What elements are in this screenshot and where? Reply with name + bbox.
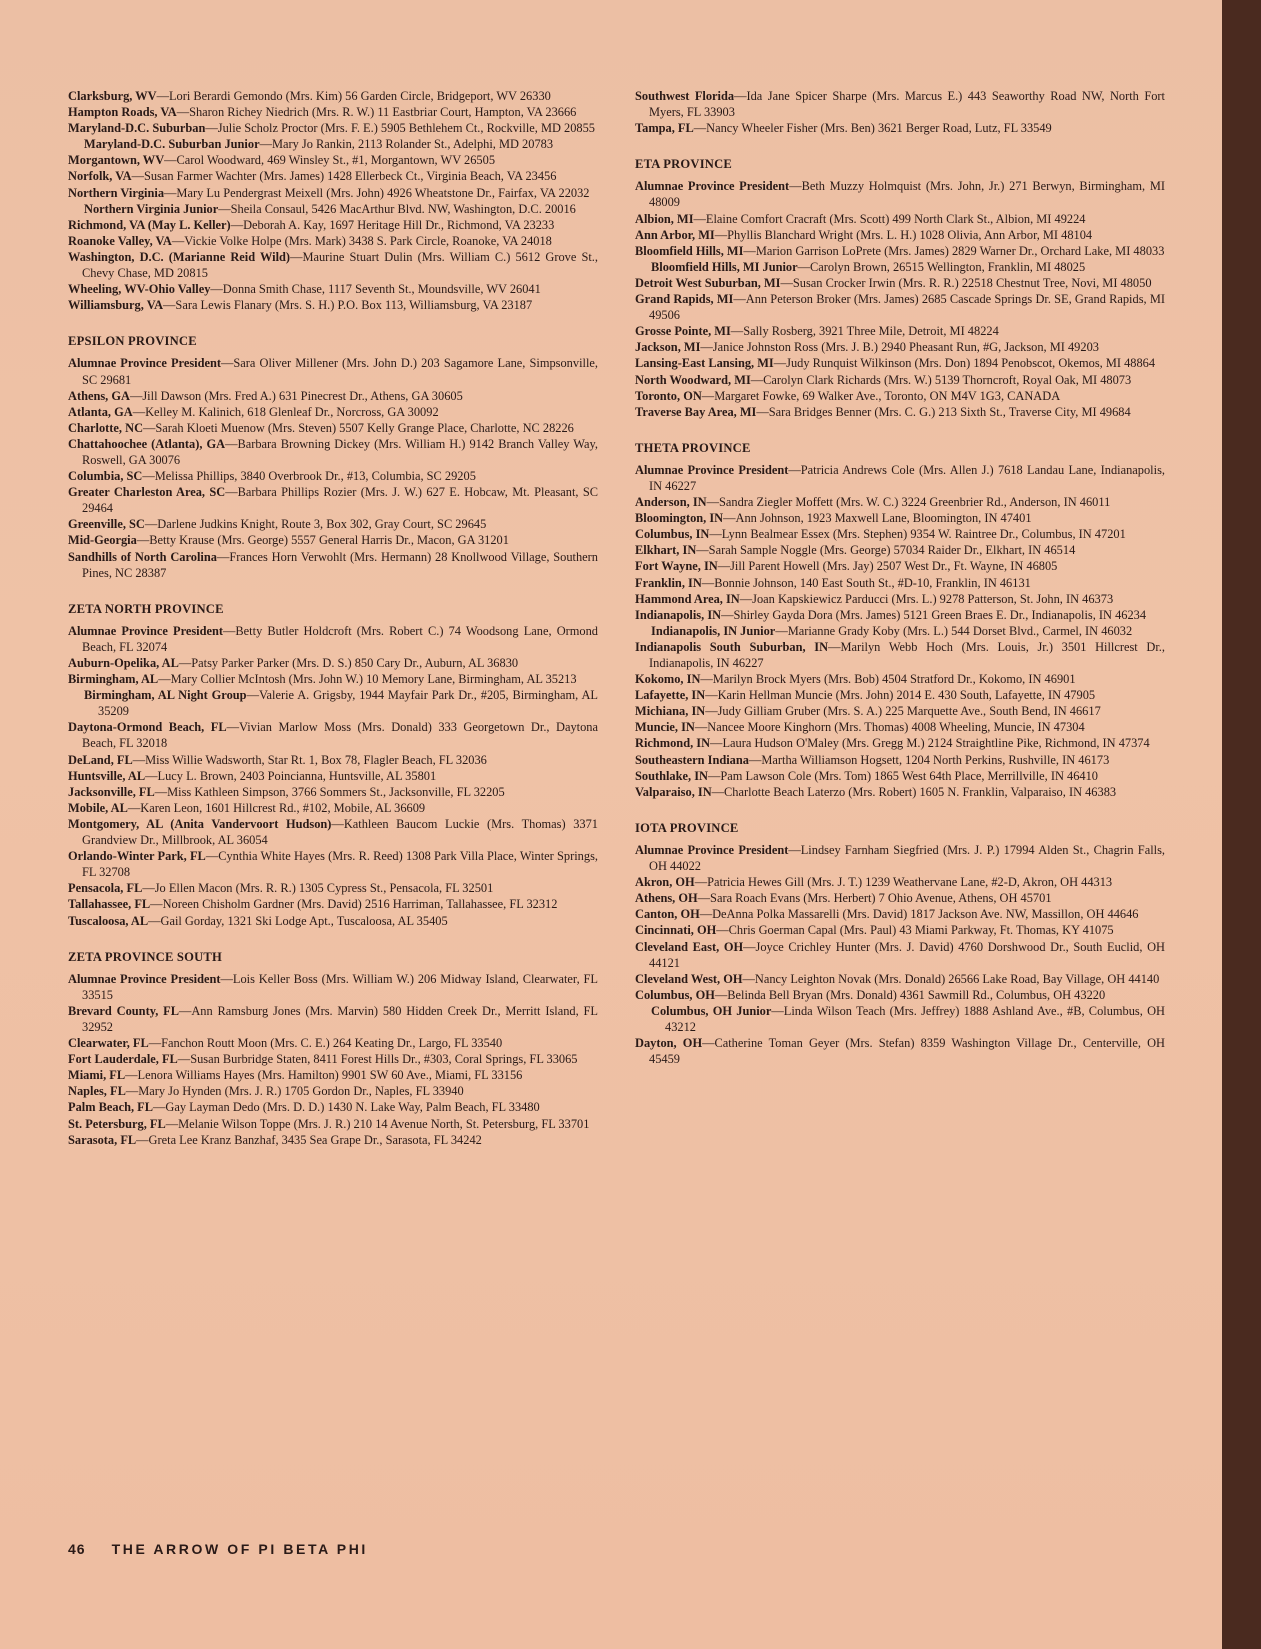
chapter-entry (68, 719, 598, 751)
chapter-name: Naples, FL (68, 1084, 126, 1099)
chapter-entry (635, 752, 1165, 768)
chapter-name: Norfolk, VA (68, 169, 132, 184)
chapter-name: Roanoke Valley, VA (68, 233, 172, 248)
contact-details: —Betty Butler Holdcroft (Mrs. Robert C.) 74 Woodsong Lane, Ormond Beach, FL 32074 (82, 623, 598, 654)
contact-details: —Lori Berardi Gemondo (Mrs. Kim) 56 Garden Circle, Bridgeport, WV 26330 (156, 89, 551, 103)
contact-details: —Sara Lewis Flanary (Mrs. S. H.) P.O. Box 113, Williamsburg, VA 23187 (163, 298, 533, 313)
contact-details: —Lindsey Farnham Siegfried (Mrs. J. P.) 17994 Alden St., Chagrin Falls, OH 44022 (649, 842, 1165, 874)
contact-details: —Laura Hudson O'Maley (Mrs. Gregg M.) 2124 Straightline Pike, Richmond, IN 47374 (710, 736, 1150, 751)
contact-details: —Phyllis Blanchard Wright (Mrs. L. H.) 1028 Olivia, Ann Arbor, MI 48104 (714, 227, 1093, 242)
contact-details: —Ida Jane Spicer Sharpe (Mrs. Marcus E.) 443 Seaworthy Road NW, North Fort Myers, FL 33903 (649, 89, 1165, 120)
chapter-entry (68, 1083, 598, 1099)
chapter-entry (68, 88, 598, 104)
contact-details: —Mary Collier McIntosh (Mrs. John W.) 10 Memory Lane, Birmingham, AL 35213 (158, 672, 577, 687)
contact-details: —Lois Keller Boss (Mrs. William W.) 206 Midway Island, Clearwater, FL 33515 (82, 971, 598, 1002)
chapter-name: Alumnae Province President (68, 623, 224, 638)
contact-details: —Sally Rosberg, 3921 Three Mile, Detroit, MI 48224 (730, 324, 999, 339)
contact-details: —Valerie A. Grigsby, 1944 Mayfair Park Dr., #205, Birmingham, AL 35209 (98, 688, 598, 719)
chapter-entry (68, 355, 598, 387)
chapter-name: Palm Beach, FL (68, 1100, 154, 1115)
contact-details: —Sarah Sample Noggle (Mrs. George) 57034 Raider Dr., Elkhart, IN 46514 (696, 543, 1076, 558)
contact-details: —Joyce Crichley Hunter (Mrs. J. David) 4760 Dorshwood Dr., South Euclid, OH 44121 (649, 939, 1165, 970)
contact-details: —Barbara Browning Dickey (Mrs. William H.) 9142 Branch Valley Way, Roswell, GA 30076 (82, 436, 598, 467)
chapter-name: Bloomfield Hills, MI Junior (651, 259, 798, 274)
chapter-name: Huntsville, AL (68, 768, 146, 783)
province-heading: EPSILON PROVINCE (68, 334, 197, 349)
chapter-entry (635, 558, 1165, 574)
contact-details: —Carolyn Clark Richards (Mrs. W.) 5139 Thorncroft, Royal Oak, MI 48073 (750, 372, 1132, 387)
chapter-name: Alumnae Province President (635, 842, 789, 857)
province-heading: ZETA NORTH PROVINCE (68, 601, 224, 616)
contact-details: —Vickie Volke Holpe (Mrs. Mark) 3438 S. Park Circle, Roanoke, VA 24018 (171, 233, 552, 248)
chapter-name: Columbus, OH Junior (651, 1003, 772, 1018)
contact-details: —Deborah A. Kay, 1697 Heritage Hill Dr., Richmond, VA 23233 (230, 217, 555, 232)
chapter-name: Cincinnati, OH (635, 923, 717, 938)
chapter-name: Pensacola, FL (68, 881, 143, 896)
chapter-entry (68, 1067, 598, 1083)
chapter-name: Franklin, IN (635, 575, 702, 590)
contact-details: —Janice Johnston Ross (Mrs. J. B.) 2940 Pheasant Run, #G, Jackson, MI 49203 (700, 340, 1099, 355)
chapter-name: Morgantown, WV (68, 153, 165, 168)
chapter-name: Miami, FL (68, 1068, 126, 1083)
chapter-entry (68, 388, 598, 404)
chapter-name: DeLand, FL (68, 752, 133, 767)
contact-details: —Pam Lawson Cole (Mrs. Tom) 1865 West 64th Place, Merrillville, IN 46410 (708, 768, 1099, 783)
chapter-name: Alumnae Province President (635, 179, 790, 194)
chapter-entry (68, 800, 598, 816)
chapter-entry (635, 526, 1165, 542)
chapter-name: Bloomington, IN (635, 511, 724, 526)
chapter-name: Clearwater, FL (68, 1036, 149, 1051)
contact-details: —Linda Wilson Teach (Mrs. Jeffrey) 1888 Ashland Ave., #B, Columbus, OH 43212 (665, 1003, 1165, 1034)
chapter-name: Athens, OH (635, 891, 698, 906)
chapter-name: Alumnae Province President (635, 462, 789, 477)
contact-details: —Lucy L. Brown, 2403 Poincianna, Huntsville, AL 35801 (145, 768, 437, 783)
contact-details: —Martha Williamson Hogsett, 1204 North Perkins, Rushville, IN 46173 (748, 752, 1110, 767)
chapter-entry (635, 719, 1165, 735)
contact-details: —Patricia Andrews Cole (Mrs. Allen J.) 7618 Landau Lane, Indianapolis, IN 46227 (649, 462, 1165, 493)
contact-details: —Patricia Hewes Gill (Mrs. J. T.) 1239 Weathervane Lane, #2-D, Akron, OH 44313 (694, 875, 1113, 890)
contact-details: —Sheila Consaul, 5426 MacArthur Blvd. NW, Washington, D.C. 20016 (218, 201, 576, 216)
sub-chapter-entry (635, 1003, 1165, 1035)
chapter-name: Michiana, IN (635, 704, 706, 719)
contact-details: —Miss Willie Wadsworth, Star Rt. 1, Box 78, Flagler Beach, FL 32036 (132, 752, 487, 767)
chapter-name: Kokomo, IN (635, 672, 701, 687)
contact-details: —Darlene Judkins Knight, Route 3, Box 302, Gray Court, SC 29645 (144, 517, 487, 532)
chapter-name: Charlotte, NC (68, 420, 144, 435)
chapter-name: Akron, OH (635, 875, 695, 890)
chapter-entry (68, 1099, 598, 1115)
chapter-entry (68, 549, 598, 581)
contact-details: —Marilyn Webb Hoch (Mrs. Louis, Jr.) 3501 Hillcrest Dr., Indianapolis, IN 46227 (649, 639, 1166, 670)
chapter-name: Southeastern Indiana (635, 752, 749, 767)
chapter-name: Birmingham, AL Night Group (84, 688, 247, 703)
chapter-name: Jackson, MI (635, 340, 701, 355)
chapter-name: North Woodward, MI (635, 372, 751, 387)
chapter-entry (68, 848, 598, 880)
chapter-entry (68, 120, 598, 136)
contact-details: —Chris Goerman Capal (Mrs. Paul) 43 Miami Parkway, Ft. Thomas, KY 41075 (716, 923, 1114, 938)
chapter-name: Cleveland West, OH (635, 971, 743, 986)
contact-details: —Barbara Phillips Rozier (Mrs. J. W.) 627 E. Hobcaw, Mt. Pleasant, SC 29464 (82, 485, 598, 516)
chapter-name: Richmond, VA (May L. Keller) (68, 217, 231, 232)
chapter-entry (68, 1035, 598, 1051)
contact-details: —Gail Gorday, 1321 Ski Lodge Apt., Tuscaloosa, AL 35405 (148, 913, 448, 928)
contact-details: —Maurine Stuart Dulin (Mrs. William C.) 5612 Grove St., Chevy Chase, MD 20815 (82, 249, 598, 281)
chapter-entry (635, 987, 1165, 1003)
chapter-entry (635, 510, 1165, 526)
sub-chapter-entry (68, 201, 598, 217)
chapter-entry (635, 291, 1165, 323)
contact-details: —Ann Peterson Broker (Mrs. James) 2685 Cascade Springs Dr. SE, Grand Rapids, MI 49506 (649, 292, 1165, 323)
contact-details: —Mary Lu Pendergrast Meixell (Mrs. John) 4926 Wheatstone Dr., Fairfax, VA 22032 (164, 185, 590, 200)
chapter-entry (635, 178, 1165, 210)
chapter-name: Birmingham, AL (68, 672, 159, 687)
chapter-name: Southlake, IN (635, 768, 708, 783)
chapter-entry (635, 494, 1165, 510)
contact-details: —Melissa Phillips, 3840 Overbrook Dr., #13, Columbia, SC 29205 (142, 469, 476, 484)
chapter-name: Sarasota, FL (68, 1132, 137, 1147)
contact-details: —Elaine Comfort Cracraft (Mrs. Scott) 499 North Clark St., Albion, MI 49224 (693, 211, 1086, 226)
chapter-name: Chattahoochee (Atlanta), GA (68, 436, 226, 451)
chapter-entry (635, 542, 1165, 558)
chapter-name: Detroit West Suburban, MI (635, 275, 781, 290)
chapter-entry (68, 168, 598, 184)
chapter-entry (635, 275, 1165, 291)
chapter-entry (635, 211, 1165, 227)
contact-details: —Carolyn Brown, 26515 Wellington, Franklin, MI 48025 (797, 259, 1086, 274)
contact-details: —Fanchon Routt Moon (Mrs. C. E.) 264 Keating Dr., Largo, FL 33540 (148, 1036, 503, 1051)
contact-details: —Marion Garrison LoPrete (Mrs. James) 2829 Warner Dr., Orchard Lake, MI 48033 (743, 243, 1165, 258)
chapter-name: Wheeling, WV-Ohio Valley (68, 282, 211, 297)
contact-details: —Noreen Chisholm Gardner (Mrs. David) 2516 Harriman, Tallahassee, FL 32312 (150, 897, 558, 912)
chapter-entry (68, 623, 598, 655)
contact-details: —Susan Crocker Irwin (Mrs. R. R.) 22518 Chestnut Tree, Novi, MI 48050 (780, 275, 1152, 290)
chapter-entry (68, 249, 598, 281)
contact-details: —Kathleen Baucom Luckie (Mrs. Thomas) 3371 Grandview Dr., Millbrook, AL 36054 (82, 816, 598, 848)
province-heading: ZETA PROVINCE SOUTH (68, 949, 223, 964)
contact-details: —Greta Lee Kranz Banzhaf, 3435 Sea Grape Dr., Sarasota, FL 34242 (136, 1132, 482, 1147)
chapter-name: Tampa, FL (635, 121, 694, 136)
chapter-entry (68, 104, 598, 120)
contact-details: —Joan Kapskiewicz Parducci (Mrs. L.) 9278 Patterson, St. John, IN 46373 (739, 591, 1114, 606)
chapter-entry (68, 1132, 598, 1148)
chapter-entry (635, 323, 1165, 339)
chapter-name: Montgomery, AL (Anita Vandervoort Hudson) (68, 816, 332, 831)
sub-chapter-entry (635, 623, 1165, 639)
chapter-entry (635, 372, 1165, 388)
contact-details: —Kelley M. Kalinich, 618 Glenleaf Dr., Norcross, GA 30092 (132, 404, 439, 419)
chapter-entry (635, 591, 1165, 607)
chapter-name: Washington, D.C. (Marianne Reid Wild) (68, 249, 291, 264)
chapter-entry (635, 388, 1165, 404)
contact-details: —Cynthia White Hayes (Mrs. R. Reed) 1308 Park Villa Place, Winter Springs, FL 32708 (82, 849, 598, 880)
contact-details: —Charlotte Beach Laterzo (Mrs. Robert) 1605 N. Franklin, Valparaiso, IN 46383 (711, 784, 1117, 799)
chapter-entry (635, 890, 1165, 906)
chapter-name: Northern Virginia (68, 185, 165, 200)
chapter-name: Mobile, AL (68, 800, 128, 815)
chapter-entry (68, 816, 598, 848)
chapter-name: Tuscaloosa, AL (68, 913, 149, 928)
contact-details: —Belinda Bell Bryan (Mrs. Donald) 4361 Sawmill Rd., Columbus, OH 43220 (714, 987, 1106, 1002)
province-heading: IOTA PROVINCE (635, 820, 739, 835)
chapter-name: Anderson, IN (635, 495, 707, 510)
chapter-entry (68, 896, 598, 912)
contact-details: —Judy Gilliam Gruber (Mrs. S. A.) 225 Marquette Ave., South Bend, IN 46617 (705, 704, 1101, 719)
chapter-name: Daytona-Ormond Beach, FL (68, 720, 227, 735)
contact-details: —Shirley Gayda Dora (Mrs. James) 5121 Green Braes E. Dr., Indianapolis, IN 46234 (721, 607, 1147, 622)
contact-details: —Ann Johnson, 1923 Maxwell Lane, Bloomington, IN 47401 (723, 511, 1032, 526)
contact-details: —DeAnna Polka Massarelli (Mrs. David) 1817 Jackson Ave. NW, Massillon, OH 44646 (699, 907, 1139, 922)
chapter-name: Fort Wayne, IN (635, 559, 718, 574)
chapter-entry (68, 297, 598, 313)
page-number: 46 (68, 1541, 86, 1557)
chapter-entry (68, 420, 598, 436)
chapter-name: Hampton Roads, VA (68, 105, 177, 120)
contact-details: —Mary Jo Hynden (Mrs. J. R.) 1705 Gordon Dr., Naples, FL 33940 (125, 1084, 464, 1099)
chapter-name: Maryland-D.C. Suburban Junior (84, 137, 260, 152)
chapter-name: Maryland-D.C. Suburban (68, 121, 206, 136)
chapter-name: Lansing-East Lansing, MI (635, 356, 774, 371)
chapter-entry (635, 906, 1165, 922)
chapter-name: Ann Arbor, MI (635, 227, 715, 242)
contact-details: —Sandra Ziegler Moffett (Mrs. W. C.) 3224 Greenbrier Rd., Anderson, IN 46011 (706, 495, 1111, 510)
chapter-entry (635, 607, 1165, 623)
chapter-entry (68, 185, 598, 201)
contact-details: —Catherine Toman Geyer (Mrs. Stefan) 8359 Washington Village Dr., Centerville, OH 45459 (649, 1036, 1165, 1067)
contact-details: —Susan Burbridge Staten, 8411 Forest Hills Dr., #303, Coral Springs, FL 33065 (177, 1052, 578, 1067)
chapter-name: Columbus, IN (635, 527, 710, 542)
chapter-entry (68, 281, 598, 297)
contact-details: —Gay Layman Dedo (Mrs. D. D.) 1430 N. Lake Way, Palm Beach, FL 33480 (153, 1100, 540, 1115)
contact-details: —Jo Ellen Macon (Mrs. R. R.) 1305 Cypress St., Pensacola, FL 32501 (142, 881, 494, 896)
contact-details: —Ann Ramsburg Jones (Mrs. Marvin) 580 Hidden Creek Dr., Merritt Island, FL 32952 (82, 1003, 598, 1034)
chapter-entry (68, 768, 598, 784)
contact-details: —Frances Horn Verwohlt (Mrs. Hermann) 28 Knollwood Village, Southern Pines, NC 28387 (82, 549, 598, 580)
chapter-entry (68, 484, 598, 516)
chapter-name: Athens, GA (68, 388, 130, 403)
chapter-entry (635, 355, 1165, 371)
chapter-entry (68, 1003, 598, 1035)
chapter-entry (635, 120, 1165, 136)
scan-edge (1222, 0, 1261, 1649)
chapter-name: Greenville, SC (68, 517, 145, 532)
chapter-entry (68, 404, 598, 420)
chapter-entry (68, 1051, 598, 1067)
chapter-entry (68, 784, 598, 800)
chapter-name: Columbus, OH (635, 987, 715, 1002)
sub-chapter-entry (68, 136, 598, 152)
chapter-name: Tallahassee, FL (68, 897, 151, 912)
chapter-name: Dayton, OH (635, 1036, 703, 1051)
chapter-entry (635, 784, 1165, 800)
left-column (68, 88, 598, 1148)
chapter-entry (635, 735, 1165, 751)
chapter-entry (635, 339, 1165, 355)
contact-details: —Margaret Fowke, 69 Walker Ave., Toronto, ON M4V 1G3, CANADA (701, 388, 1061, 403)
contact-details: —Lenora Williams Hayes (Mrs. Hamilton) 9901 SW 60 Ave., Miami, FL 33156 (125, 1068, 523, 1083)
chapter-entry (68, 671, 598, 687)
contact-details: —Bonnie Johnson, 140 East South St., #D-10, Franklin, IN 46131 (701, 575, 1031, 590)
chapter-name: Indianapolis, IN (635, 607, 722, 622)
chapter-entry (635, 687, 1165, 703)
chapter-entry (635, 939, 1165, 971)
contact-details: —Julie Scholz Proctor (Mrs. F. E.) 5905 Bethlehem Ct., Rockville, MD 20855 (205, 121, 595, 136)
chapter-name: Muncie, IN (635, 720, 695, 735)
chapter-entry (68, 152, 598, 168)
contact-details: —Karin Hellman Muncie (Mrs. John) 2014 E. 430 South, Lafayette, IN 47905 (705, 688, 1096, 703)
chapter-name: Indianapolis, IN Junior (651, 623, 776, 638)
contact-details: —Vivian Marlow Moss (Mrs. Donald) 333 Georgetown Dr., Daytona Beach, FL 32018 (82, 720, 598, 751)
chapter-entry (68, 1116, 598, 1132)
chapter-name: Mid-Georgia (68, 533, 137, 548)
chapter-name: Albion, MI (635, 211, 694, 226)
chapter-name: Brevard County, FL (68, 1003, 179, 1018)
chapter-name: Grosse Pointe, MI (635, 324, 731, 339)
contact-details: —Donna Smith Chase, 1117 Seventh St., Moundsville, WV 26041 (210, 282, 541, 297)
chapter-entry (635, 88, 1165, 120)
chapter-name: Lafayette, IN (635, 688, 706, 703)
chapter-name: Southwest Florida (635, 89, 735, 103)
chapter-entry (68, 233, 598, 249)
chapter-name: St. Petersburg, FL (68, 1116, 166, 1131)
chapter-entry (635, 1035, 1165, 1067)
chapter-entry (68, 880, 598, 896)
sub-chapter-entry (68, 687, 598, 719)
chapter-name: Bloomfield Hills, MI (635, 243, 744, 258)
chapter-entry (635, 971, 1165, 987)
chapter-entry (635, 575, 1165, 591)
chapter-entry (68, 532, 598, 548)
contact-details: —Carol Woodward, 469 Winsley St., #1, Morgantown, WV 26505 (164, 153, 496, 168)
chapter-name: Clarksburg, WV (68, 89, 157, 103)
chapter-name: Valparaiso, IN (635, 784, 712, 799)
chapter-entry (635, 404, 1165, 420)
chapter-name: Cleveland East, OH (635, 939, 744, 954)
contact-details: —Betty Krause (Mrs. George) 5557 General Harris Dr., Macon, GA 31201 (136, 533, 509, 548)
province-heading: ETA PROVINCE (635, 157, 732, 172)
chapter-entry (635, 227, 1165, 243)
contact-details: —Nancee Moore Kinghorn (Mrs. Thomas) 4008 Wheeling, Muncie, IN 47304 (694, 720, 1085, 735)
contact-details: —Marianne Grady Koby (Mrs. L.) 544 Dorset Blvd., Carmel, IN 46032 (775, 623, 1133, 638)
chapter-entry (635, 671, 1165, 687)
chapter-entry (68, 913, 598, 929)
chapter-entry (635, 768, 1165, 784)
chapter-name: Sandhills of North Carolina (68, 549, 217, 564)
chapter-name: Northern Virginia Junior (84, 201, 219, 216)
chapter-name: Williamsburg, VA (68, 298, 164, 313)
page-footer (68, 1541, 368, 1557)
chapter-entry (635, 874, 1165, 890)
chapter-name: Traverse Bay Area, MI (635, 404, 757, 419)
contact-details: —Sara Oliver Millener (Mrs. John D.) 203 Sagamore Lane, Simpsonville, SC 29681 (82, 356, 598, 387)
chapter-entry (635, 639, 1165, 671)
chapter-entry (68, 436, 598, 468)
chapter-name: Canton, OH (635, 907, 700, 922)
province-heading: THETA PROVINCE (635, 440, 751, 455)
chapter-name: Richmond, IN (635, 736, 711, 751)
chapter-name: Indianapolis South Suburban, IN (635, 639, 829, 654)
contact-details: —Jill Dawson (Mrs. Fred A.) 631 Pinecrest Dr., Athens, GA 30605 (129, 388, 463, 403)
chapter-name: Toronto, ON (635, 388, 702, 403)
chapter-name: Jacksonville, FL (68, 784, 155, 799)
contact-details: —Melanie Wilson Toppe (Mrs. J. R.) 210 14 Avenue North, St. Petersburg, FL 33701 (165, 1116, 590, 1131)
chapter-entry (635, 703, 1165, 719)
chapter-name: Atlanta, GA (68, 404, 133, 419)
chapter-entry (635, 922, 1165, 938)
right-column (635, 88, 1165, 1067)
sub-chapter-entry (635, 259, 1165, 275)
chapter-entry (68, 468, 598, 484)
contact-details: —Sarah Kloeti Muenow (Mrs. Steven) 5507 Kelly Grange Place, Charlotte, NC 28226 (143, 420, 574, 435)
contact-details: —Mary Jo Rankin, 2113 Rolander St., Adelphi, MD 20783 (259, 137, 554, 152)
chapter-name: Hammond Area, IN (635, 591, 740, 606)
chapter-entry (635, 243, 1165, 259)
contact-details: —Patsy Parker Parker (Mrs. D. S.) 850 Cary Dr., Auburn, AL 36830 (178, 656, 519, 670)
contact-details: —Lynn Bealmear Essex (Mrs. Stephen) 9354 W. Raintree Dr., Columbus, IN 47201 (709, 527, 1126, 542)
chapter-entry (68, 971, 598, 1003)
chapter-name: Orlando-Winter Park, FL (68, 849, 206, 864)
publication-title: THE ARROW OF PI BETA PHI (111, 1541, 368, 1557)
contact-details: —Sara Bridges Benner (Mrs. C. G.) 213 Sixth St., Traverse City, MI 49684 (756, 404, 1131, 419)
contact-details: —Sharon Richey Niedrich (Mrs. R. W.) 11 Eastbriar Court, Hampton, VA 23666 (176, 105, 577, 120)
contact-details: —Beth Muzzy Holmquist (Mrs. John, Jr.) 271 Berwyn, Birmingham, MI 48009 (649, 179, 1166, 210)
chapter-entry (635, 462, 1165, 494)
chapter-entry (68, 516, 598, 532)
contact-details: —Miss Kathleen Simpson, 3766 Sommers St., Jacksonville, FL 32205 (154, 784, 505, 799)
chapter-entry (68, 752, 598, 768)
chapter-name: Columbia, SC (68, 469, 143, 484)
chapter-entry (68, 217, 598, 233)
contact-details: —Karen Leon, 1601 Hillcrest Rd., #102, Mobile, AL 36609 (127, 800, 426, 815)
contact-details: —Nancy Wheeler Fisher (Mrs. Ben) 3621 Berger Road, Lutz, FL 33549 (693, 121, 1052, 136)
chapter-name: Grand Rapids, MI (635, 292, 734, 307)
chapter-name: Elkhart, IN (635, 543, 697, 558)
contact-details: —Nancy Leighton Novak (Mrs. Donald) 26566 Lake Road, Bay Village, OH 44140 (742, 971, 1160, 986)
contact-details: —Marilyn Brock Myers (Mrs. Bob) 4504 Stratford Dr., Kokomo, IN 46901 (700, 672, 1076, 687)
contact-details: —Sara Roach Evans (Mrs. Herbert) 7 Ohio Avenue, Athens, OH 45701 (697, 891, 1052, 906)
chapter-name: Auburn-Opelika, AL (68, 656, 179, 670)
chapter-entry (68, 655, 598, 671)
chapter-name: Alumnae Province President (68, 971, 221, 986)
contact-details: —Jill Parent Howell (Mrs. Jay) 2507 West Dr., Ft. Wayne, IN 46805 (717, 559, 1058, 574)
chapter-name: Alumnae Province President (68, 356, 221, 371)
chapter-name: Greater Charleston Area, SC (68, 485, 226, 500)
contact-details: —Judy Runquist Wilkinson (Mrs. Don) 1894 Penobscot, Okemos, MI 48864 (773, 356, 1156, 371)
contact-details: —Susan Farmer Wachter (Mrs. James) 1428 Ellerbeck Ct., Virginia Beach, VA 23456 (131, 169, 557, 184)
chapter-entry (635, 842, 1165, 874)
chapter-name: Fort Lauderdale, FL (68, 1052, 178, 1067)
